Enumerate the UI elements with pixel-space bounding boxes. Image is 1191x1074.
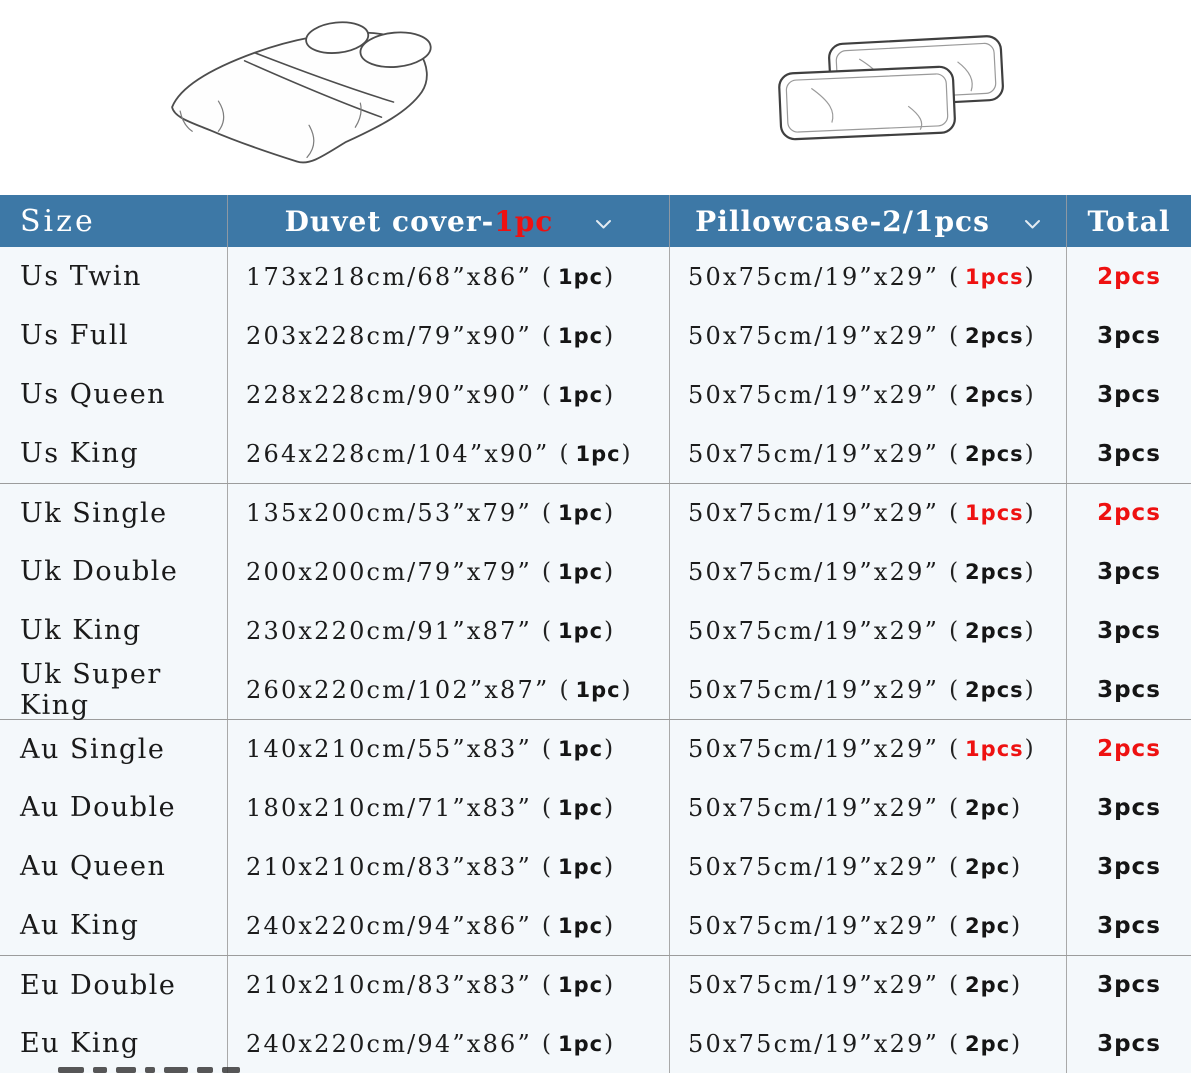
pillowcase-qty: 2pcs [965,323,1024,348]
duvet-cell [228,956,670,1014]
size-cell [0,484,228,542]
size-cell [0,896,228,955]
duvet-dimensions: 230x220cm/91”x87” [246,616,532,645]
duvet-dimensions: 203x228cm/79”x90” [246,321,532,350]
pillowcase-header-label: Pillowcase-2/1pcs [695,204,990,238]
pillowcase-dimensions: 50x75cm/19”x29” [688,439,940,468]
duvet-qty-group: ( 1pc ) [542,263,614,290]
total-pieces: 3pcs [1097,381,1161,408]
duvet-dimensions: 173x218cm/68”x86” [246,262,532,291]
table-row [0,719,1191,778]
total-cell [1067,424,1191,483]
duvet-cell [228,365,670,424]
duvet-qty-group: ( 1pc ) [542,794,614,821]
table-row [0,896,1191,955]
duvet-dimensions: 135x200cm/53”x79” [246,499,532,527]
pillowcase-qty: 2pcs [965,559,1024,584]
total-pieces: 3pcs [1097,853,1161,880]
duvet-cell [228,778,670,837]
total-pieces: 2pcs [1097,736,1161,762]
size-label: Us Queen [20,379,167,410]
duvet-dimensions: 240x220cm/94”x86” [246,911,532,940]
size-label: Us King [20,438,140,469]
duvet-qty-group: ( 1pc ) [542,381,614,408]
pillowcase-qty: 2pc [965,973,1011,997]
pillowcase-cell [670,1014,1067,1073]
size-cell [0,1014,228,1073]
pillowcase-qty-group: ( 2pcs ) [949,440,1034,467]
pillowcase-qty-group: ( 1pcs ) [949,263,1034,290]
pillowcase-qty: 1pcs [965,264,1024,289]
total-pieces: 3pcs [1097,558,1161,585]
pillowcase-qty: 2pcs [965,382,1024,407]
duvet-qty-group: ( 1pc ) [542,558,614,585]
size-cell [0,837,228,896]
total-pieces: 3pcs [1097,972,1161,998]
duvet-dimensions: 180x210cm/71”x83” [246,793,532,822]
pillowcase-qty: 2pc [965,795,1011,820]
pillowcase-dimensions: 50x75cm/19”x29” [688,262,940,291]
pillowcase-cell [670,778,1067,837]
duvet-cell [228,424,670,483]
table-row [0,601,1191,660]
size-label: Uk Double [20,556,179,587]
pillowcase-cell [670,720,1067,778]
pillowcase-qty-group: ( 2pc ) [949,1030,1021,1057]
table-row [0,483,1191,542]
total-pieces: 3pcs [1097,617,1161,644]
size-label: Au Queen [20,851,167,882]
size-label: Au Double [20,792,177,823]
pillowcase-qty-group: ( 2pcs ) [949,558,1034,585]
column-header-pillowcase[interactable] [670,195,1067,247]
duvet-dimensions: 228x228cm/90”x90” [246,380,532,409]
size-label: Uk King [20,615,142,646]
table-row [0,306,1191,365]
total-pieces: 3pcs [1097,794,1161,821]
duvet-qty: 1pc [557,323,604,348]
size-cell [0,247,228,306]
duvet-cell [228,1014,670,1073]
duvet-qty: 1pc [557,501,604,525]
pillows-illustration [760,14,1012,156]
pillowcase-cell [670,837,1067,896]
total-cell [1067,896,1191,955]
table-row [0,778,1191,837]
pillowcase-cell [670,660,1067,719]
total-cell [1067,542,1191,601]
pillowcase-dimensions: 50x75cm/19”x29” [688,380,940,409]
duvet-dimensions: 200x200cm/79”x79” [246,557,532,586]
duvet-qty: 1pc [557,1031,604,1056]
duvet-qty: 1pc [557,795,604,820]
size-label: Au King [20,910,140,941]
table-row [0,424,1191,483]
column-header-duvet[interactable] [228,195,670,247]
pillowcase-qty: 2pcs [965,441,1024,466]
size-cell [0,306,228,365]
duvet-qty-group: ( 1pc ) [542,972,614,998]
size-label: Au Single [20,733,166,765]
table-row [0,837,1191,896]
table-row [0,955,1191,1014]
pillowcase-cell [670,956,1067,1014]
pillowcase-qty-group: ( 2pc ) [949,972,1021,998]
pillowcase-qty-group: ( 2pc ) [949,912,1021,939]
chevron-down-icon[interactable] [1024,219,1041,230]
size-cell [0,956,228,1014]
duvet-cell [228,601,670,660]
pillowcase-qty: 2pcs [965,677,1024,702]
total-cell [1067,720,1191,778]
size-label: Us Full [20,320,130,351]
duvet-cell [228,660,670,719]
table-row [0,247,1191,306]
duvet-qty-group: ( 1pc ) [542,912,614,939]
duvet-qty: 1pc [557,973,604,997]
duvet-qty-group: ( 1pc ) [559,676,631,703]
duvet-qty-group: ( 1pc ) [542,322,614,349]
pillowcase-qty: 2pcs [965,618,1024,643]
duvet-cell [228,720,670,778]
pillowcase-dimensions: 50x75cm/19”x29” [688,911,940,940]
pillowcase-qty-group: ( 1pcs ) [949,736,1034,762]
duvet-qty-group: ( 1pc ) [542,500,614,526]
duvet-qty: 1pc [557,559,604,584]
pillowcase-qty-group: ( 2pc ) [949,794,1021,821]
duvet-cell [228,484,670,542]
pillowcase-qty: 1pcs [965,737,1024,761]
pillowcase-dimensions: 50x75cm/19”x29” [688,557,940,586]
size-label: Us Twin [20,261,142,292]
duvet-qty: 1pc [557,854,604,879]
total-cell [1067,956,1191,1014]
duvet-dimensions: 264x228cm/104”x90” [246,439,550,468]
duvet-cell [228,542,670,601]
pillowcase-cell [670,896,1067,955]
duvet-qty: 1pc [575,677,621,702]
total-cell [1067,247,1191,306]
pillowcase-cell [670,365,1067,424]
size-cell [0,365,228,424]
total-pieces: 3pcs [1097,322,1161,349]
duvet-cell [228,247,670,306]
duvet-dimensions: 260x220cm/102”x87” [246,675,550,704]
duvet-qty: 1pc [557,618,604,643]
duvet-qty-group: ( 1pc ) [542,736,614,762]
duvet-qty: 1pc [557,913,604,938]
duvet-header-qty: 1pc [494,204,554,238]
cutoff-text-remnant [58,1067,268,1074]
size-cell [0,778,228,837]
chevron-down-icon[interactable] [595,219,612,230]
size-header-label: Size [20,203,96,239]
duvet-dimensions: 140x210cm/55”x83” [246,735,532,763]
total-pieces: 2pcs [1097,500,1161,526]
pillowcase-qty: 2pc [965,854,1011,879]
duvet-qty: 1pc [557,737,604,761]
table-header [0,195,1191,247]
total-pieces: 3pcs [1097,912,1161,939]
duvet-qty: 1pc [557,264,604,289]
duvet-cell [228,896,670,955]
total-cell [1067,484,1191,542]
pillowcase-dimensions: 50x75cm/19”x29” [688,321,940,350]
size-label: Uk Single [20,497,168,529]
duvet-qty-group: ( 1pc ) [559,440,631,467]
pillowcase-qty-group: ( 1pcs ) [949,500,1034,526]
size-label: Eu King [20,1028,140,1059]
duvet-dimensions: 210x210cm/83”x83” [246,971,532,999]
total-cell [1067,601,1191,660]
total-cell [1067,365,1191,424]
pillowcase-cell [670,601,1067,660]
size-cell [0,542,228,601]
size-cell [0,660,228,719]
pillowcase-cell [670,542,1067,601]
table-row [0,542,1191,601]
pillowcase-dimensions: 50x75cm/19”x29” [688,1029,940,1058]
duvet-dimensions: 210x210cm/83”x83” [246,852,532,881]
table-row [0,660,1191,719]
total-header-label: Total [1087,204,1171,238]
total-pieces: 3pcs [1097,676,1161,703]
size-label: Uk Super King [20,658,162,721]
pillowcase-cell [670,247,1067,306]
duvet-qty-group: ( 1pc ) [542,617,614,644]
pillowcase-qty-group: ( 2pcs ) [949,322,1034,349]
pillowcase-dimensions: 50x75cm/19”x29” [688,793,940,822]
duvet-qty-group: ( 1pc ) [542,1030,614,1057]
pillowcase-dimensions: 50x75cm/19”x29” [688,499,940,527]
size-cell [0,601,228,660]
pillowcase-dimensions: 50x75cm/19”x29” [688,735,940,763]
column-header-total [1067,195,1191,247]
duvet-cell [228,306,670,365]
total-cell [1067,660,1191,719]
bed-illustration [158,8,460,170]
total-cell [1067,1014,1191,1073]
pillowcase-dimensions: 50x75cm/19”x29” [688,852,940,881]
pillowcase-dimensions: 50x75cm/19”x29” [688,616,940,645]
duvet-qty-group: ( 1pc ) [542,853,614,880]
duvet-cell [228,837,670,896]
total-pieces: 3pcs [1097,440,1161,467]
duvet-qty: 1pc [557,382,604,407]
pillowcase-qty: 1pcs [965,501,1024,525]
size-cell [0,424,228,483]
pillowcase-qty-group: ( 2pcs ) [949,676,1034,703]
total-pieces: 3pcs [1097,1030,1161,1057]
size-cell [0,720,228,778]
pillowcase-cell [670,424,1067,483]
total-cell [1067,778,1191,837]
duvet-qty: 1pc [575,441,621,466]
pillowcase-cell [670,484,1067,542]
total-pieces: 2pcs [1097,263,1161,290]
pillowcase-dimensions: 50x75cm/19”x29” [688,971,940,999]
table-row [0,365,1191,424]
pillowcase-cell [670,306,1067,365]
duvet-dimensions: 240x220cm/94”x86” [246,1029,532,1058]
table-body [0,247,1191,1073]
duvet-header-label: Duvet cover-1pc [284,204,554,238]
pillowcase-qty-group: ( 2pc ) [949,853,1021,880]
size-label: Eu Double [20,969,177,1001]
illustration-area [0,0,1191,195]
table-row [0,1014,1191,1073]
pillowcase-qty: 2pc [965,913,1011,938]
total-cell [1067,837,1191,896]
pillowcase-dimensions: 50x75cm/19”x29” [688,675,940,704]
column-header-size [0,195,228,247]
pillowcase-qty-group: ( 2pcs ) [949,381,1034,408]
total-cell [1067,306,1191,365]
size-chart-table [0,195,1191,1073]
pillowcase-qty-group: ( 2pcs ) [949,617,1034,644]
pillowcase-qty: 2pc [965,1031,1011,1056]
